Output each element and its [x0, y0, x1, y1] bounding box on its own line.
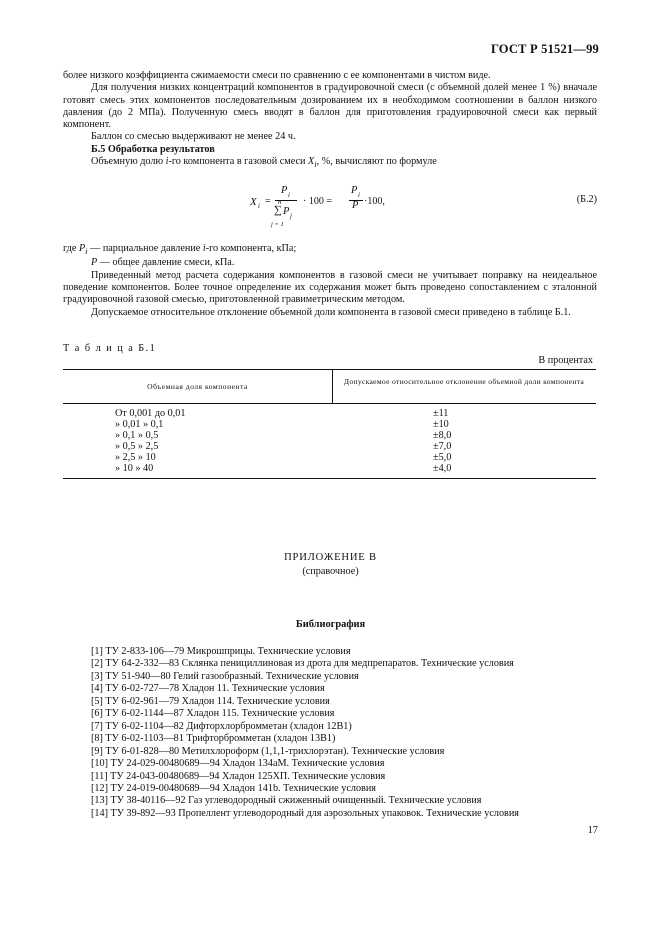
table-cell-deviation: ±8,0 [433, 430, 452, 442]
formula-equals: = [265, 196, 271, 207]
formula-numerator-2-sub: i [358, 191, 360, 199]
formula-b2 [246, 185, 426, 233]
table-header-deviation: Допускаемое относительное отклонение объемной доли компонента [343, 377, 585, 386]
paragraph-hold-time: Баллон со смесью выдерживают не менее 24 ч. [91, 131, 296, 143]
bibliography-item: [10] ТУ 24-029-00480689—94 Хладон 134аМ. Технические условия [91, 758, 385, 770]
bibliography-item: [13] ТУ 38-40116—92 Газ углеводородный сжиженный очищенный. Технические условия [91, 795, 482, 807]
table-column-deviations [433, 408, 451, 475]
sum-upper-limit: n [278, 199, 282, 206]
table-cell-range: » 2,5 » 10 [115, 452, 156, 464]
table-cell-deviation: ±10 [433, 419, 449, 431]
bibliography-item: [1] ТУ 2-833-106—79 Микрошприцы. Технические условия [91, 646, 351, 657]
table-header-volume-fraction: Объемная доля компонента [147, 382, 248, 391]
bibliography-item: [12] ТУ 24-019-00480689—94 Хладон 141b. Технические условия [91, 782, 376, 794]
sum-lower-limit: j = 1 [271, 221, 284, 228]
formula-denominator-2: P [352, 200, 359, 211]
body-text-after-formula [63, 243, 597, 319]
bibliography-title: Библиография [295, 619, 366, 630]
table-cell-range: » 0,01 » 0,1 [115, 419, 164, 431]
table-cell-range: » 0,5 » 2,5 [115, 441, 159, 453]
bibliography-item: [11] ТУ 24-043-00480689—94 Хладон 125ХП. Технические условия [91, 770, 386, 782]
paragraph-compressibility: более низкого коэффициента сжимаемости смеси по сравнению с ее компонентами в чистом виде. [63, 70, 491, 81]
bibliography-item: [4] ТУ 6-02-727—78 Хладон 11. Технические условия [91, 683, 325, 695]
table-cell-deviation: ±11 [433, 408, 449, 419]
table-cell-range: » 0,1 » 0,5 [115, 430, 159, 442]
formula-times-100: · 100 = [303, 196, 332, 207]
formula-denominator-sub: j [290, 212, 292, 220]
bibliography-item: [5] ТУ 6-02-961—79 Хладон 114. Технические условия [91, 695, 330, 707]
appendix-title: ПРИЛОЖЕНИЕ В [284, 552, 377, 563]
bibliography-item: [8] ТУ 6-02-1103—81 Трифторбромметан (хладон 13В1) [91, 733, 336, 745]
formula-lhs: X [250, 196, 257, 208]
formula-numerator-2: P [351, 185, 358, 196]
bibliography-item: [6] ТУ 6-02-1144—87 Хладон 115. Технические условия [91, 708, 335, 720]
formula-times-100-end: ·100, [364, 196, 385, 207]
table-cell-range: От 0,001 до 0,01 [115, 408, 186, 419]
bibliography-item: [3] ТУ 51-940—80 Гелий газообразный. Технические условия [91, 670, 359, 682]
table-cell-deviation: ±5,0 [433, 452, 452, 464]
appendix-subtitle: (справочное) [302, 566, 359, 577]
table-cell-deviation: ±4,0 [433, 463, 452, 475]
paragraph-table-reference: Допускаемое относительное отклонение объемной доли компонента в газовой смеси приведено в таблице Б.1. [91, 306, 571, 318]
table-cell-range: » 10 » 40 [115, 463, 154, 475]
formula-numerator: P [281, 185, 288, 196]
bibliography-item: [9] ТУ 6-01-828—80 Метилхлороформ (1,1,1-трихлорэтан). Технические условия [91, 745, 445, 757]
paragraph-formula-intro: Объемную долю i-го компонента в газовой смеси $X_i$, %, вычисляют по формуле [91, 156, 437, 170]
formula-lhs-sub: i [258, 202, 260, 210]
page-number: 17 [587, 825, 598, 836]
paragraph-low-concentrations: Для получения низких концентраций компонентов в градуировочной смеси (с объемной долей менее 1 %) вначале готовят смесь этих компонентов последовательным дозированием их в необходимом соотношении в баллон низкого давления (до 2 МПа). Полученную смесь вводят в баллон для приготовления градуировочной смеси как первый компонент. [63, 82, 597, 131]
table-units: В процентах [538, 355, 593, 366]
body-text-top [63, 70, 597, 170]
formula-denominator: P [283, 206, 290, 217]
equation-number: (Б.2) [576, 194, 597, 205]
document-id: ГОСТ Р 51521—99 [490, 42, 599, 56]
table-column-divider [332, 370, 333, 403]
paragraph-method-note: Приведенный метод расчета содержания компонентов в газовой смеси не учитывает поправку на неидеальное поведение компонентов. Более точное определение их содержания может быть проведено сопоставлением с эталонной градуировочной газовой смесью, приготовленной гравиметрическим методом. [63, 269, 597, 306]
table-column-ranges [115, 408, 185, 475]
bibliography-item: [7] ТУ 6-02-1104—82 Дифторхлорбромметан (хладон 12В1) [91, 720, 352, 732]
section-title-b5: Б.5 Обработка результатов [91, 143, 215, 155]
total-pressure-line: P — общее давление смеси, кПа. [91, 257, 235, 269]
table-header-divider [63, 403, 596, 404]
where-line: где $P_i$ — парциальное давление i-го компонента, кПа; [63, 243, 297, 257]
table-caption: Т а б л и ц а Б.1 [63, 343, 157, 354]
bibliography-item: [14] ТУ 39-892—93 Пропеллент углеводородный для аэрозольных упаковок. Технические условия [91, 807, 519, 819]
bibliography-list [91, 646, 601, 820]
bibliography-item: [2] ТУ 64-2-332—83 Склянка пенициллиновая из дрота для медпрепаратов. Технические условия [91, 658, 514, 670]
sum-symbol: ∑ [274, 204, 282, 216]
deviation-table [63, 369, 596, 479]
table-cell-deviation: ±7,0 [433, 441, 452, 453]
formula-numerator-sub: i [288, 191, 290, 199]
